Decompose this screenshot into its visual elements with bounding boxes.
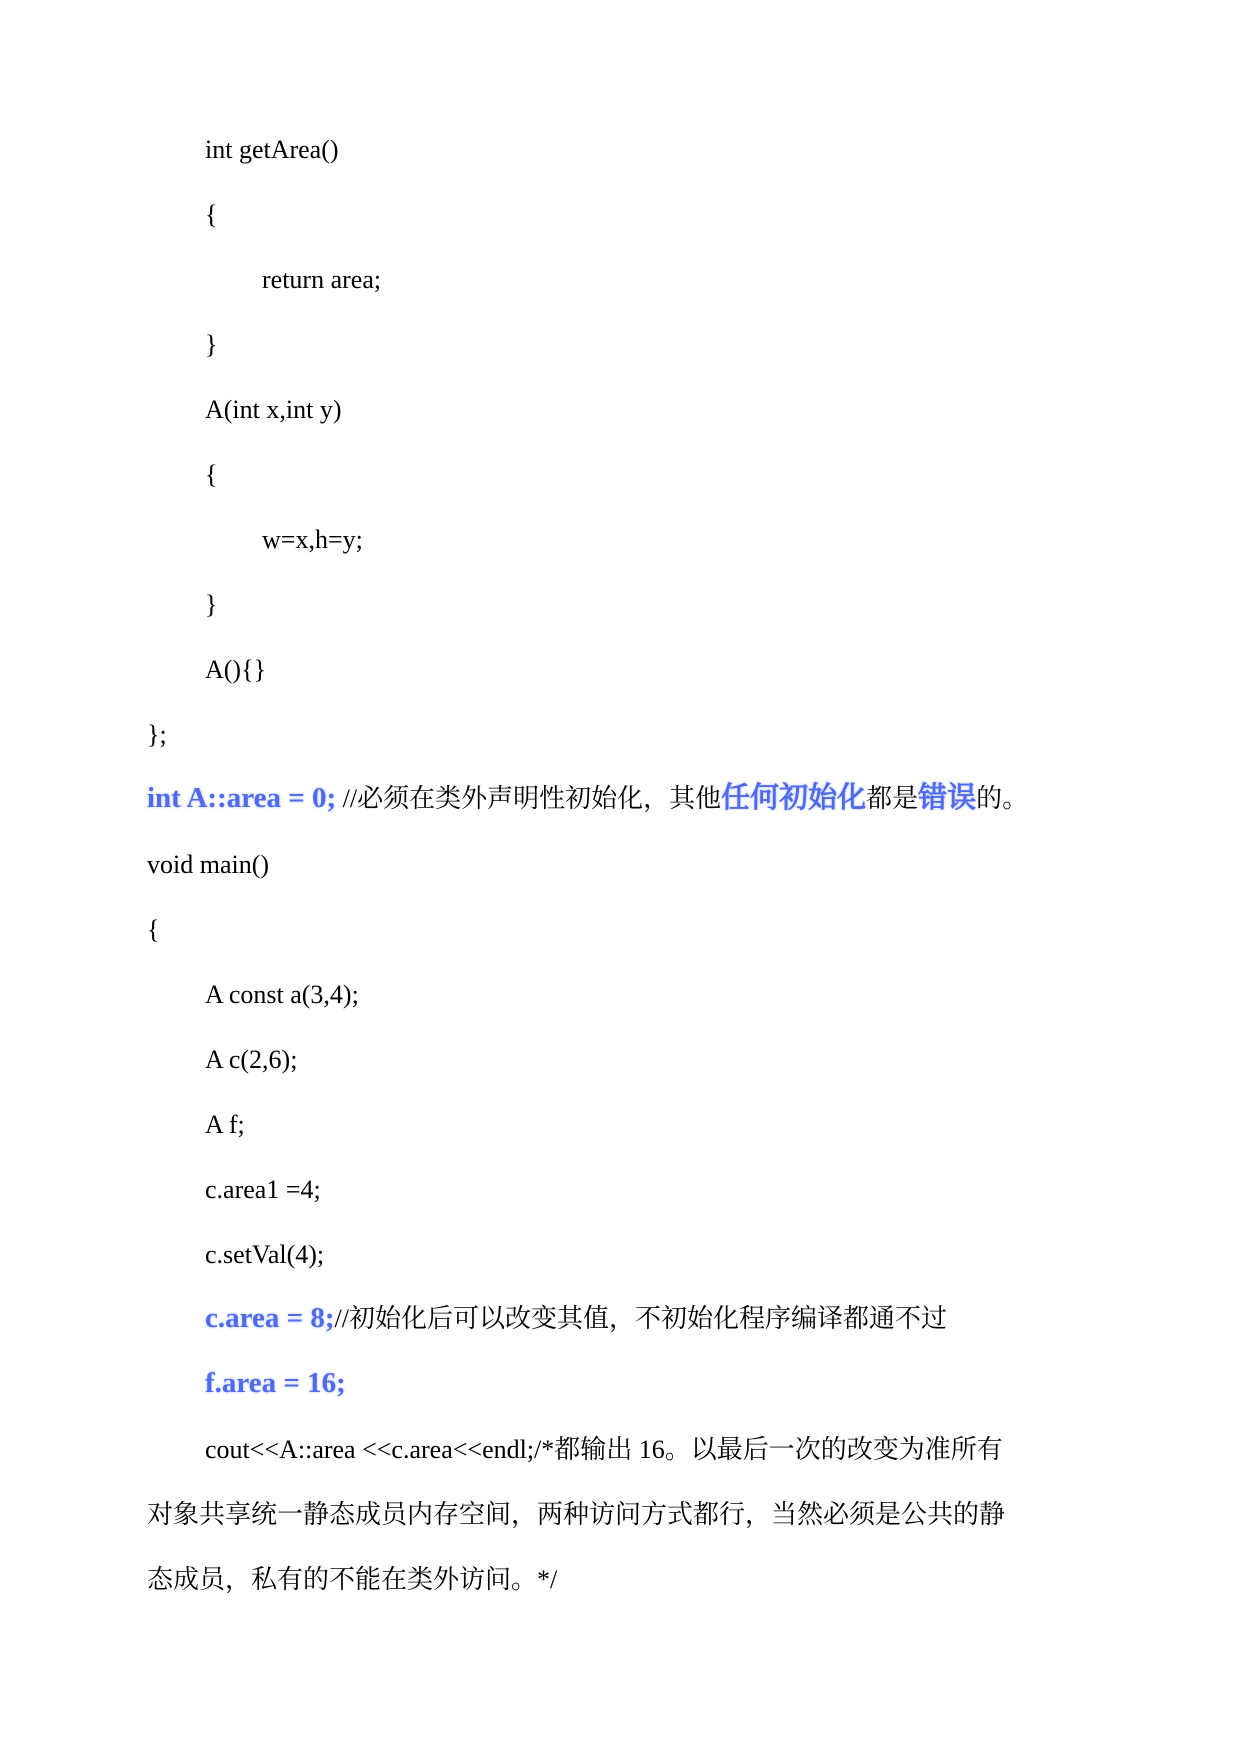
comment-text: //初始化后可以改变其值，不初始化程序编译都通不过: [334, 1304, 947, 1333]
highlighted-code: f.area = 16;: [205, 1367, 346, 1399]
code-line: {: [147, 915, 160, 944]
comment-text: 都是: [866, 784, 919, 813]
code-line: {: [205, 460, 218, 489]
highlighted-text: 错误: [918, 782, 977, 814]
comment-line: 态成员，私有的不能在类外访问。*/: [147, 1565, 558, 1594]
code-line: A c(2,6);: [205, 1045, 298, 1074]
assign-line: [205, 1366, 346, 1401]
code-line: void main(): [147, 850, 270, 879]
comment-text: //必须在类外声明性初始化，其他: [336, 784, 722, 813]
code-line: };: [147, 720, 167, 749]
static-init-line: [147, 781, 1028, 816]
code-line: }: [205, 590, 218, 619]
highlighted-code: int A::area = 0;: [147, 782, 337, 814]
comment-line: 对象共享统一静态成员内存空间，两种访问方式都行，当然必须是公共的静: [147, 1500, 1006, 1529]
highlighted-text: 任何初始化: [721, 782, 867, 814]
code-line: cout<<A::area <<c.area<<endl;/*都输出 16。以最后一次的改变为准所有: [205, 1435, 1003, 1464]
code-line: {: [205, 200, 218, 229]
code-line: w=x,h=y;: [262, 525, 363, 554]
code-line: A(int x,int y): [205, 395, 342, 424]
code-line: A(){}: [205, 655, 267, 684]
assign-line: [205, 1301, 947, 1336]
comment-text: 的。: [976, 784, 1029, 813]
code-line: }: [205, 330, 218, 359]
code-line: A f;: [205, 1110, 245, 1139]
code-line: return area;: [262, 265, 382, 294]
code-line: c.area1 =4;: [205, 1175, 321, 1204]
code-line: c.setVal(4);: [205, 1240, 325, 1269]
code-line: A const a(3,4);: [205, 980, 359, 1009]
code-line: int getArea(): [205, 135, 339, 164]
highlighted-code: c.area = 8;: [205, 1302, 335, 1334]
